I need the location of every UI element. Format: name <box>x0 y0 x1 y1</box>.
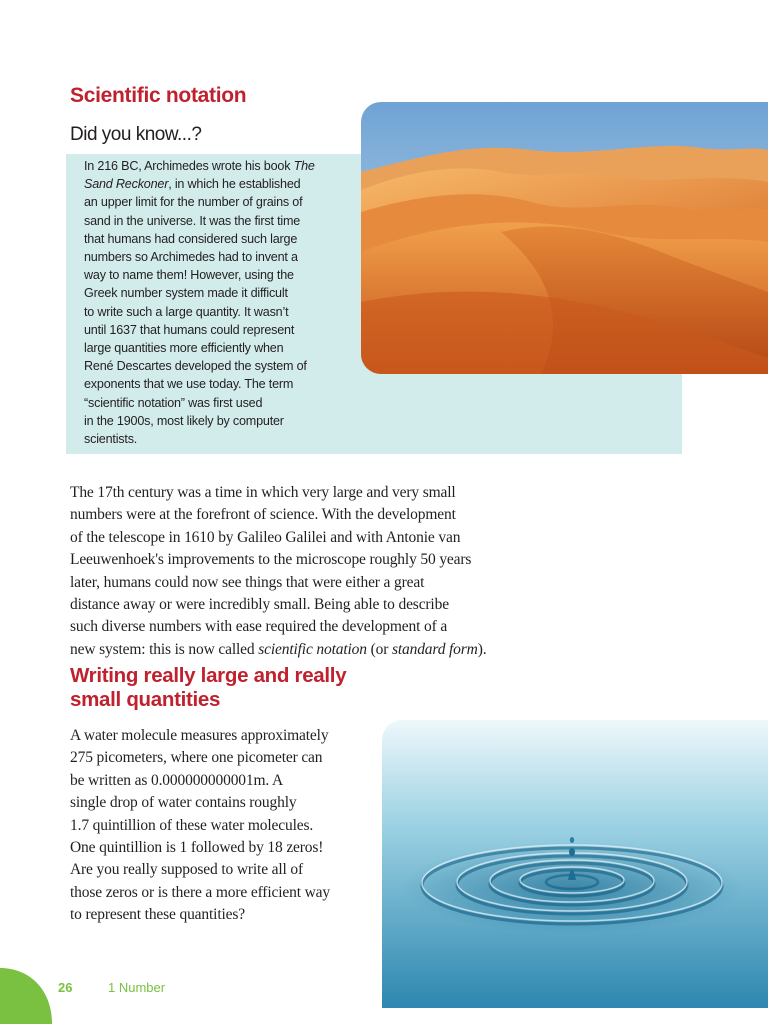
did-you-know-heading: Did you know...? <box>70 124 202 145</box>
chapter-label: 1 Number <box>108 980 166 995</box>
term-standard-form: standard form <box>391 640 478 658</box>
page-number: 26 <box>58 980 73 995</box>
water-paragraph: A water molecule measures approximately 275 picometers, where one picometer can be written as 0.000000000001m. A single drop of water contains roughly 1.7 quintillion of these water molecules. One quintillion is 1 followed by 18 zeros! Are you really supposed to write all of those zeros or is there a more efficient way to represent these quantities? <box>70 727 330 924</box>
page-corner-tab <box>0 968 52 1024</box>
did-you-know-text: In 216 BC, Archimedes wrote his book The Sand Reckoner, in which he established an upper limit for the number of grains of sand in the universe. It was the first time that humans had considered such large numbers so Archimedes had to invent a way to name them! However, using the Greek number system made it difficult to write such a large quantity. It wasn’t until 1637 that humans could represent large quantities more efficiently when René Descartes developed the system of exponents that we use today. The term “scientific notation” was first used in the 1900s, most likely by computer scientists. <box>84 159 315 447</box>
subsection-title: Writing really large and really small quantities <box>70 664 347 711</box>
water-drop-photo <box>382 720 768 1008</box>
intro-paragraph: The 17th century was a time in which very large and very small numbers were at the forefront of science. With the development of the telescope in 1610 by Galileo Galilei and with Antonie van Leeuwenhoek's improvements to the microscope roughly 50 years later, humans could now see things that were either a great distance away or were incredibly small. Being able to describe such diverse numbers with ease required the development of a new system: this is now called scientific notation (or standard form). <box>70 484 487 658</box>
desert-dunes-photo <box>361 102 768 374</box>
section-title: Scientific notation <box>70 84 247 107</box>
term-scientific-notation: scientific notation <box>258 640 367 658</box>
